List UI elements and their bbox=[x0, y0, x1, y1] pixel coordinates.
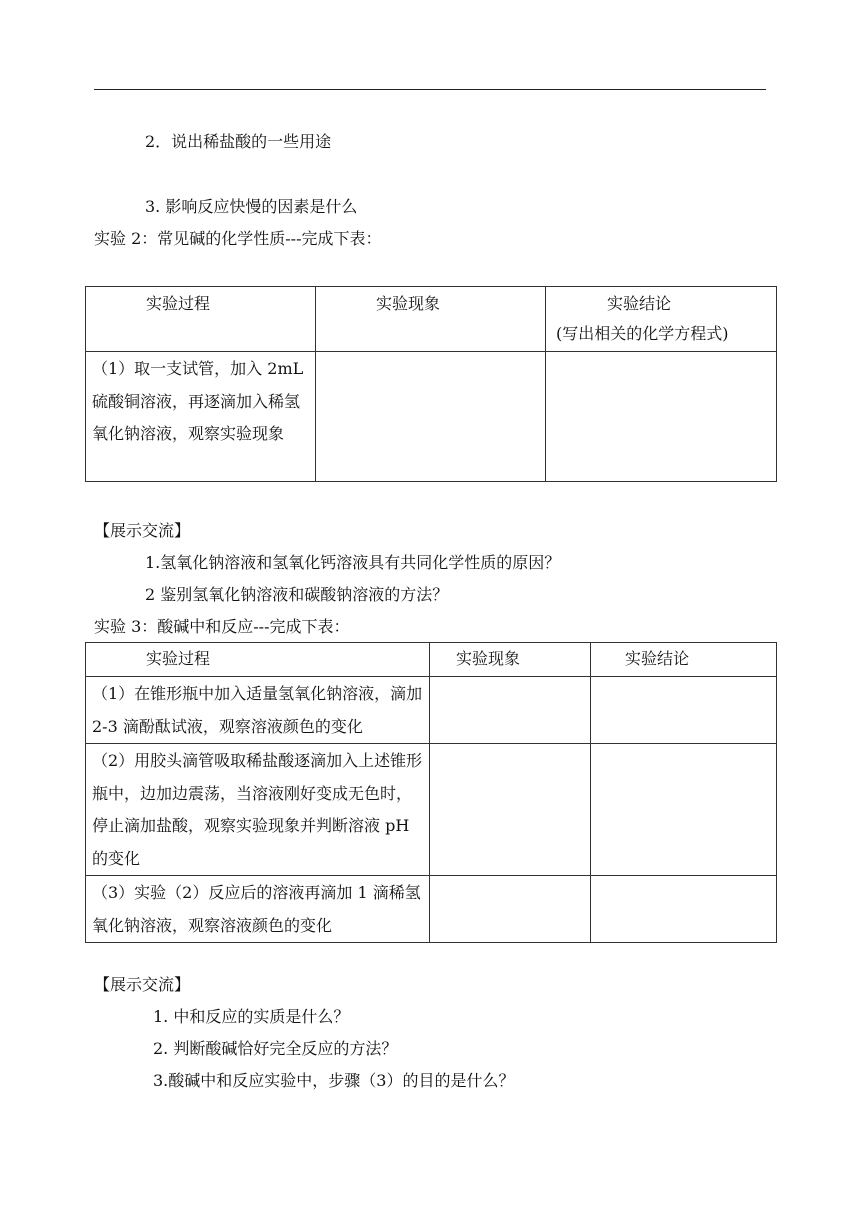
header-process: 实验过程 bbox=[86, 287, 316, 352]
exchange-1-item-2: 2 鉴别氢氧化钠溶液和碳酸钠溶液的方法？ bbox=[145, 585, 449, 604]
cell-process: （1）在锥形瓶中加入适量氢氧化钠溶液，滴加 2-3 滴酚酞试液，观察溶液颜色的变化 bbox=[86, 677, 430, 744]
experiment-3-table bbox=[85, 642, 777, 943]
header-phenomenon: 实验现象 bbox=[316, 287, 546, 352]
cell-process: （2）用胶头滴管吸取稀盐酸逐滴加入上述锥形瓶中，边加边震荡，当溶液刚好变成无色时，停止滴加盐酸，观察实验现象并判断溶液 pH 的变化 bbox=[86, 744, 430, 876]
exchange-2-item-3: 3.酸碱中和反应实验中，步骤（3）的目的是什么？ bbox=[153, 1071, 515, 1090]
exchange-1-item-1: 1.氢氧化钠溶液和氢氧化钙溶液具有共同化学性质的原因？ bbox=[145, 553, 561, 572]
question-3: 3. 影响反应快慢的因素是什么 bbox=[145, 197, 358, 216]
header-conclusion: 实验结论 (写出相关的化学方程式) bbox=[546, 287, 777, 352]
cell-phenomenon[interactable] bbox=[430, 677, 591, 744]
table-row bbox=[86, 744, 777, 876]
cell-process: （3）实验（2）反应后的溶液再滴加 1 滴稀氢氧化钠溶液，观察溶液颜色的变化 bbox=[86, 876, 430, 943]
experiment-2-table bbox=[85, 286, 777, 482]
question-2: 2．说出稀盐酸的一些用途 bbox=[145, 132, 332, 151]
header-conclusion: 实验结论 bbox=[591, 643, 777, 677]
table-header-row bbox=[86, 287, 777, 352]
exchange-2-title: 【展示交流】 bbox=[94, 975, 191, 994]
table-row bbox=[86, 876, 777, 943]
header-rule bbox=[94, 89, 766, 90]
cell-phenomenon[interactable] bbox=[430, 876, 591, 943]
experiment-2-title: 实验 2：常见碱的化学性质---完成下表： bbox=[94, 229, 382, 248]
experiment-3-title: 实验 3：酸碱中和反应---完成下表： bbox=[94, 617, 350, 636]
exchange-2-item-2: 2. 判断酸碱恰好完全反应的方法？ bbox=[153, 1039, 398, 1058]
cell-phenomenon[interactable] bbox=[430, 744, 591, 876]
cell-conclusion[interactable] bbox=[591, 876, 777, 943]
exchange-2-item-1: 1. 中和反应的实质是什么？ bbox=[153, 1007, 350, 1026]
cell-conclusion[interactable] bbox=[591, 744, 777, 876]
table-row bbox=[86, 677, 777, 744]
cell-phenomenon[interactable] bbox=[316, 352, 546, 482]
header-process: 实验过程 bbox=[86, 643, 430, 677]
cell-conclusion[interactable] bbox=[546, 352, 777, 482]
exchange-1-title: 【展示交流】 bbox=[94, 521, 191, 540]
cell-process: （1）取一支试管，加入 2mL 硫酸铜溶液，再逐滴加入稀氢氧化钠溶液，观察实验现象 bbox=[86, 352, 316, 482]
table-row bbox=[86, 352, 777, 482]
cell-conclusion[interactable] bbox=[591, 677, 777, 744]
table-header-row bbox=[86, 643, 777, 677]
header-phenomenon: 实验现象 bbox=[430, 643, 591, 677]
